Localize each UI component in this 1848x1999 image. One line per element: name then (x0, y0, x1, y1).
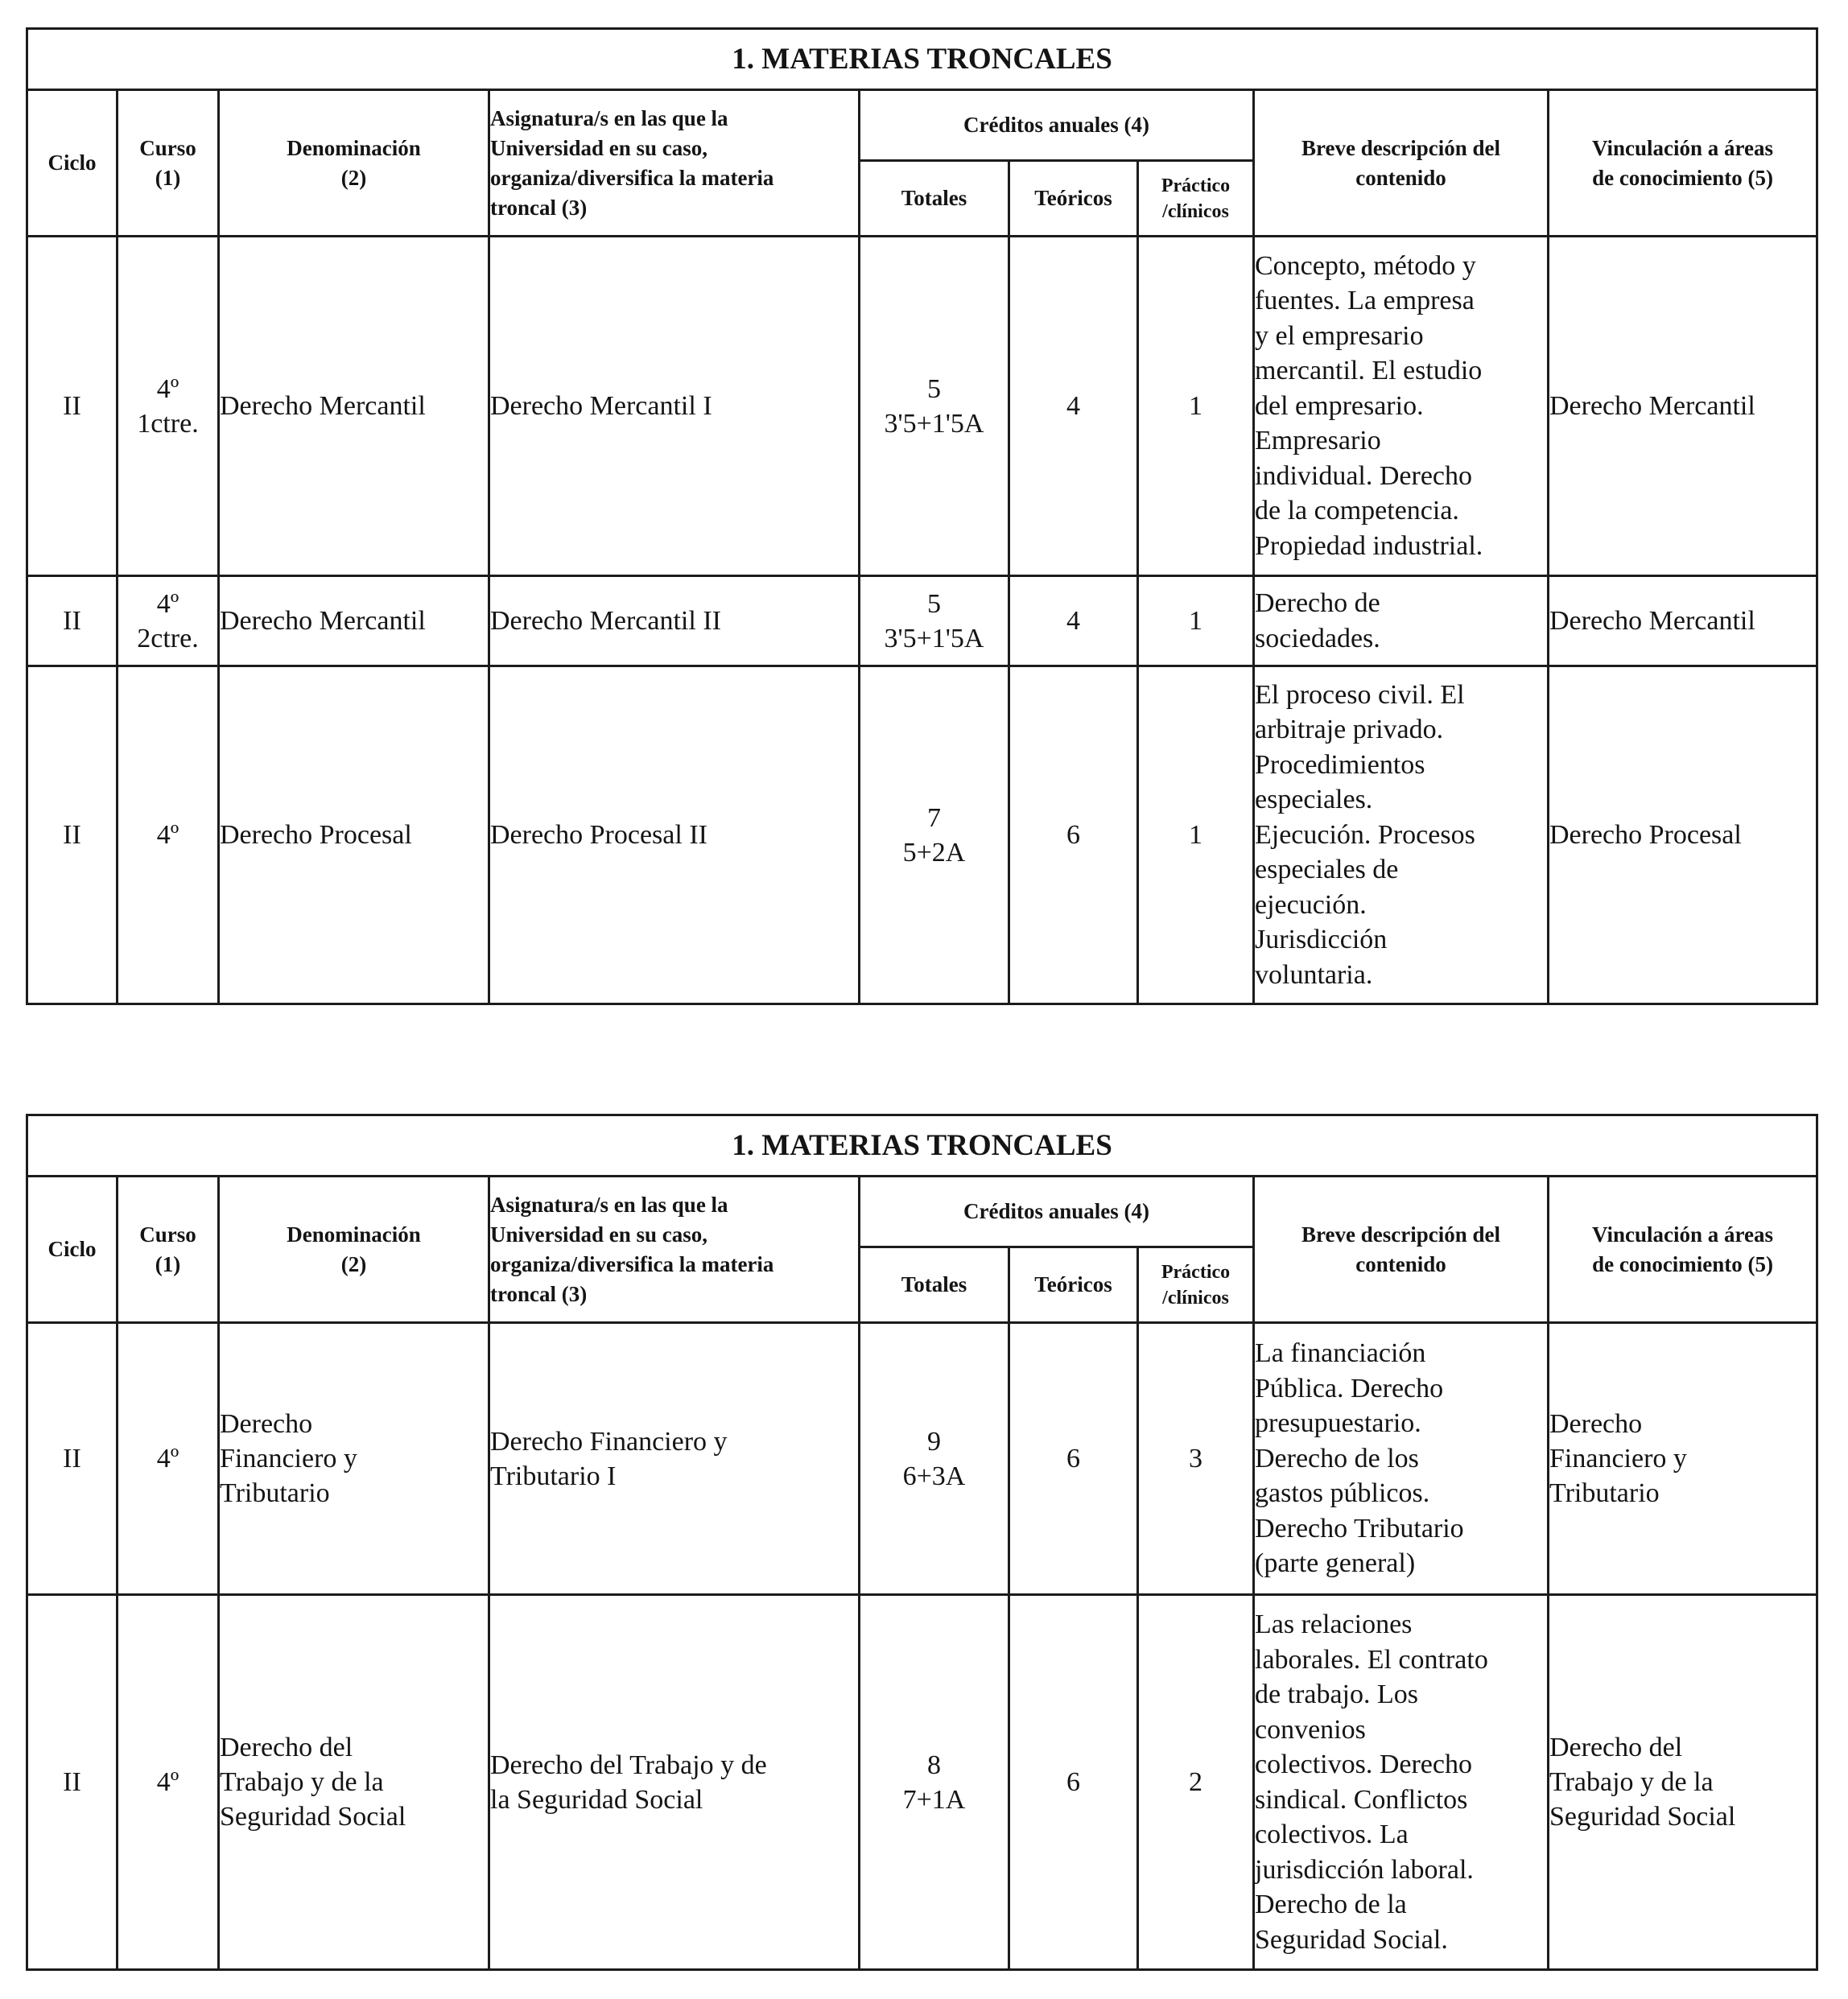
cell-vinculacion: Derecho Financiero y Tributario (1549, 1323, 1817, 1595)
cell-practicos: 2 (1138, 1595, 1254, 1970)
header-curso: Curso (1) (118, 1177, 219, 1323)
header-creditos: Créditos anuales (4) (860, 1177, 1254, 1247)
cell-practicos: 1 (1138, 237, 1254, 576)
table-row (27, 1323, 1817, 1595)
table-title: 1. MATERIAS TRONCALES (27, 29, 1817, 90)
cell-asignatura: Derecho Mercantil II (489, 576, 860, 666)
table-row (27, 666, 1817, 1004)
table-title: 1. MATERIAS TRONCALES (27, 1115, 1817, 1177)
cell-totales: 5 3'5+1'5A (860, 576, 1009, 666)
cell-totales: 8 7+1A (860, 1595, 1009, 1970)
table-row (27, 1595, 1817, 1970)
header-teoricos: Teóricos (1009, 161, 1138, 237)
cell-vinculacion: Derecho Mercantil (1549, 237, 1817, 576)
cell-asignatura: Derecho Procesal II (489, 666, 860, 1004)
cell-curso: 4º (118, 1323, 219, 1595)
cell-curso: 4º 2ctre. (118, 576, 219, 666)
cell-teoricos: 4 (1009, 576, 1138, 666)
materias-table-1 (26, 27, 1818, 1005)
cell-ciclo: II (27, 1323, 118, 1595)
cell-asignatura: Derecho Mercantil I (489, 237, 860, 576)
cell-vinculacion: Derecho Mercantil (1549, 576, 1817, 666)
cell-ciclo: II (27, 576, 118, 666)
header-ciclo: Ciclo (27, 1177, 118, 1323)
cell-descripcion: El proceso civil. El arbitraje privado. Procedimientos especiales. Ejecución. Procesos especiales de ejecución. Jurisdicción voluntaria. (1254, 666, 1549, 1004)
header-vinculacion: Vinculación a áreas de conocimiento (5) (1549, 1177, 1817, 1323)
header-vinculacion: Vinculación a áreas de conocimiento (5) (1549, 90, 1817, 237)
cell-ciclo: II (27, 237, 118, 576)
cell-practicos: 1 (1138, 666, 1254, 1004)
table-row (27, 237, 1817, 576)
header-asignatura: Asignatura/s en las que la Universidad en su caso, organiza/diversifica la materia troncal (3) (489, 1177, 860, 1323)
cell-denominacion: Derecho Mercantil (219, 237, 489, 576)
cell-descripcion: Concepto, método y fuentes. La empresa y el empresario mercantil. El estudio del empresario. Empresario individual. Derecho de la competencia. Propiedad industrial. (1254, 237, 1549, 576)
cell-ciclo: II (27, 1595, 118, 1970)
cell-descripcion: Derecho de sociedades. (1254, 576, 1549, 666)
header-totales: Totales (860, 1247, 1009, 1323)
cell-practicos: 1 (1138, 576, 1254, 666)
header-practico: Práctico /clínicos (1138, 161, 1254, 237)
cell-curso: 4º 1ctre. (118, 237, 219, 576)
cell-asignatura: Derecho del Trabajo y de la Seguridad Social (489, 1595, 860, 1970)
header-creditos: Créditos anuales (4) (860, 90, 1254, 161)
cell-curso: 4º (118, 1595, 219, 1970)
cell-denominacion: Derecho del Trabajo y de la Seguridad Social (219, 1595, 489, 1970)
cell-ciclo: II (27, 666, 118, 1004)
header-practico: Práctico /clínicos (1138, 1247, 1254, 1323)
cell-denominacion: Derecho Mercantil (219, 576, 489, 666)
header-curso: Curso (1) (118, 90, 219, 237)
cell-descripcion: Las relaciones laborales. El contrato de trabajo. Los convenios colectivos. Derecho sindical. Conflictos colectivos. La jurisdicción laboral. Derecho de la Seguridad Social. (1254, 1595, 1549, 1970)
header-teoricos: Teóricos (1009, 1247, 1138, 1323)
header-denominacion: Denominación (2) (219, 90, 489, 237)
cell-totales: 9 6+3A (860, 1323, 1009, 1595)
cell-teoricos: 6 (1009, 666, 1138, 1004)
cell-descripcion: La financiación Pública. Derecho presupuestario. Derecho de los gastos públicos. Derecho Tributario (parte general) (1254, 1323, 1549, 1595)
header-breve-descripcion: Breve descripción del contenido (1254, 90, 1549, 237)
cell-teoricos: 4 (1009, 237, 1138, 576)
cell-asignatura: Derecho Financiero y Tributario I (489, 1323, 860, 1595)
table-row (27, 576, 1817, 666)
cell-denominacion: Derecho Financiero y Tributario (219, 1323, 489, 1595)
cell-teoricos: 6 (1009, 1595, 1138, 1970)
materias-table-2 (26, 1114, 1818, 1971)
header-totales: Totales (860, 161, 1009, 237)
cell-vinculacion: Derecho Procesal (1549, 666, 1817, 1004)
cell-practicos: 3 (1138, 1323, 1254, 1595)
header-breve-descripcion: Breve descripción del contenido (1254, 1177, 1549, 1323)
cell-curso: 4º (118, 666, 219, 1004)
cell-totales: 5 3'5+1'5A (860, 237, 1009, 576)
header-denominacion: Denominación (2) (219, 1177, 489, 1323)
cell-teoricos: 6 (1009, 1323, 1138, 1595)
header-asignatura: Asignatura/s en las que la Universidad en su caso, organiza/diversifica la materia troncal (3) (489, 90, 860, 237)
cell-totales: 7 5+2A (860, 666, 1009, 1004)
cell-vinculacion: Derecho del Trabajo y de la Seguridad Social (1549, 1595, 1817, 1970)
cell-denominacion: Derecho Procesal (219, 666, 489, 1004)
header-ciclo: Ciclo (27, 90, 118, 237)
